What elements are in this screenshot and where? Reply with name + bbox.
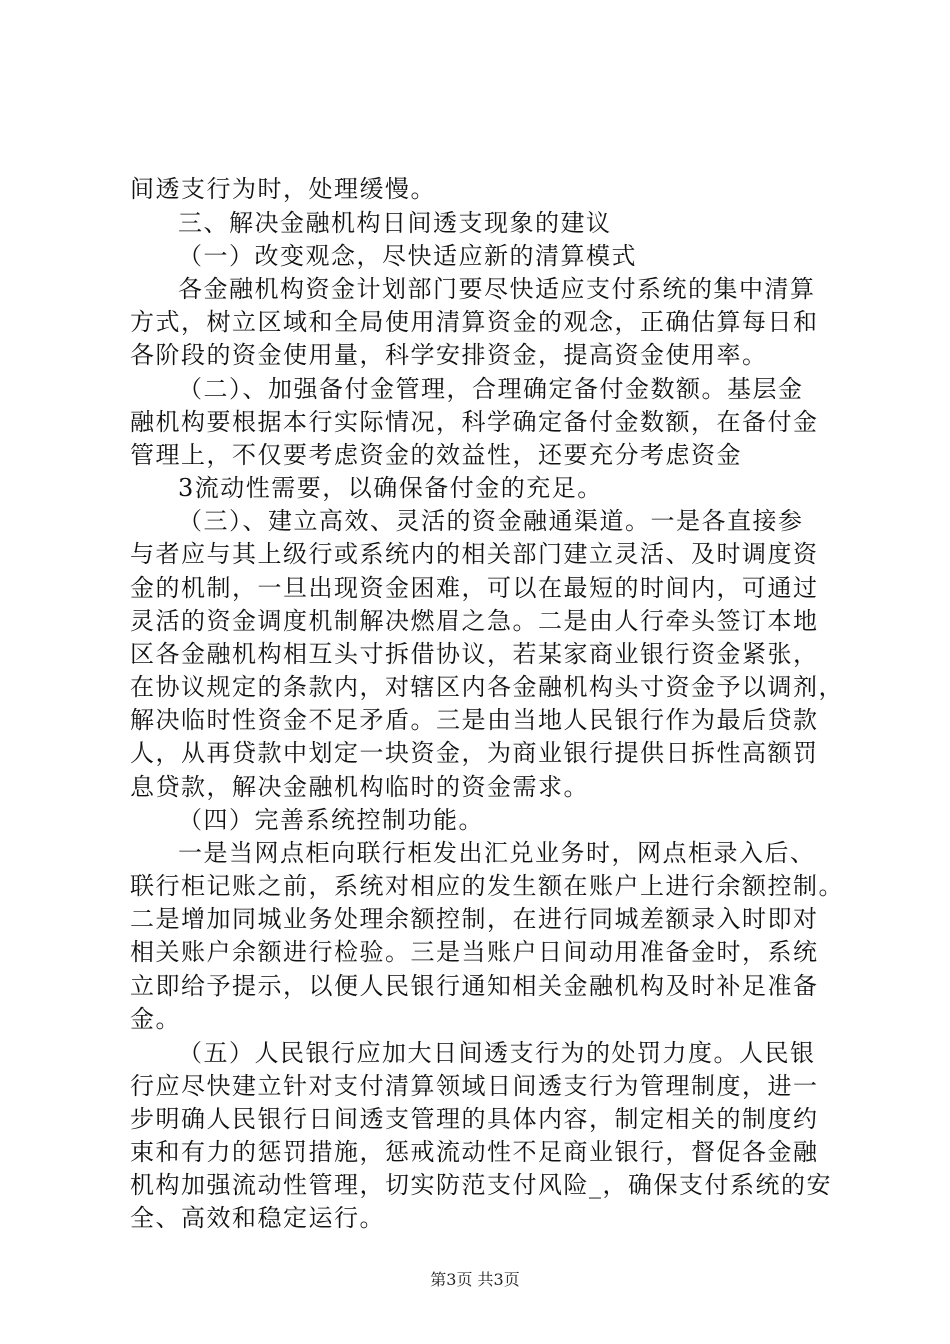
page-number-footer: 第3页 共3页 — [430, 1270, 520, 1289]
text-line: 机构加强流动性管理，切实防范支付风险_，确保支付系统的安 — [130, 1171, 832, 1199]
text-line: 步明确人民银行日间透支管理的具体内容，制定相关的制度约 — [130, 1105, 819, 1133]
subsection-heading: （一）改变观念，尽快适应新的清算模式 — [178, 242, 637, 270]
section-heading: 三、解决金融机构日间透支现象的建议 — [178, 209, 612, 237]
text-line: 人，从再贷款中划定一块资金，为商业银行提供日拆性高额罚 — [130, 739, 819, 767]
text-line: 灵活的资金调度机制解决燃眉之急。二是由人行牵头签订本地 — [130, 607, 819, 635]
text-line: 束和有力的惩罚措施，惩戒流动性不足商业银行，督促各金融 — [130, 1138, 819, 1166]
text-line: 区各金融机构相互头寸拆借协议，若某家商业银行资金紧张， — [130, 640, 819, 668]
text-line: 各阶段的资金使用量，科学安排资金，提高资金使用率。 — [130, 341, 768, 369]
text-line: 一是当网点柜向联行柜发出汇兑业务时，网点柜录入后、 — [178, 839, 816, 867]
text-line: 息贷款，解决金融机构临时的资金需求。 — [130, 773, 589, 801]
text-line: （二）、加强备付金管理，合理确定备付金数额。基层金 — [178, 375, 804, 403]
text-line: 方式，树立区域和全局使用清算资金的观念，正确估算每日和 — [130, 308, 819, 336]
text-line: 各金融机构资金计划部门要尽快适应支付系统的集中清算 — [178, 275, 816, 303]
text-line: 相关账户余额进行检验。三是当账户日间动用准备金时，系统 — [130, 938, 819, 966]
text-line: 立即给予提示，以便人民银行通知相关金融机构及时补足准备 — [130, 972, 819, 1000]
subsection-heading: （四）完善系统控制功能。 — [178, 806, 484, 834]
text-line: 金。 — [130, 1005, 181, 1033]
text-line: 融机构要根据本行实际情况，科学确定备付金数额，在备付金 — [130, 408, 819, 436]
text-line: 行应尽快建立针对支付清算领域日间透支行为管理制度，进一 — [130, 1072, 819, 1100]
text-line: （三）、建立高效、灵活的资金融通渠道。一是各直接参 — [178, 507, 804, 535]
text-line: 解决临时性资金不足矛盾。三是由当地人民银行作为最后贷款 — [130, 706, 819, 734]
text-line: 金的机制，一旦出现资金困难，可以在最短的时间内，可通过 — [130, 574, 819, 602]
text-line: 在协议规定的条款内，对辖区内各金融机构头寸资金予以调剂， — [130, 673, 844, 701]
text-line: 全、高效和稳定运行。 — [130, 1204, 385, 1232]
text-line: 3流动性需要，以确保备付金的充足。 — [178, 474, 603, 502]
text-line: 管理上，不仅要考虑资金的效益性，还要充分考虑资金 — [130, 441, 742, 469]
text-line: 联行柜记账之前，系统对相应的发生额在账户上进行余额控制。 — [130, 872, 844, 900]
text-line: 间透支行为时，处理缓慢。 — [130, 175, 436, 203]
text-line: （五）人民银行应加大日间透支行为的处罚力度。人民银 — [178, 1039, 816, 1067]
text-line: 二是增加同城业务处理余额控制，在进行同城差额录入时即对 — [130, 905, 819, 933]
text-line: 与者应与其上级行或系统内的相关部门建立灵活、及时调度资 — [130, 540, 819, 568]
